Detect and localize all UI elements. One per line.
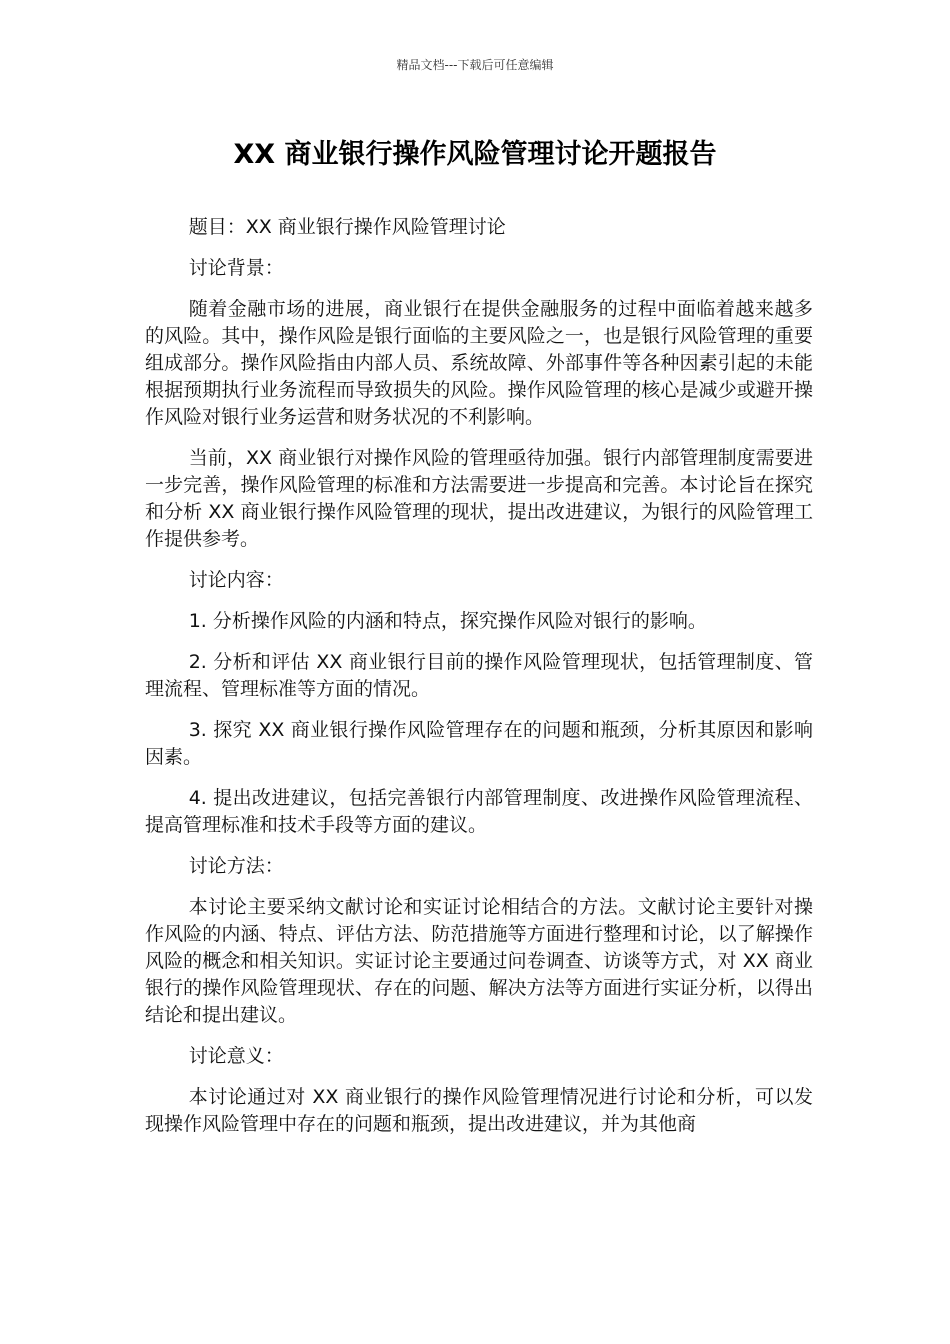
significance-paragraph: 本讨论通过对 XX 商业银行的操作风险管理情况进行讨论和分析，可以发现操作风险管理中存在的问题和瓶颈，提出改进建议，并为其他商	[145, 1086, 813, 1135]
method-label: 讨论方法：	[188, 855, 284, 877]
content-item-4: 4. 提出改进建议，包括完善银行内部管理制度、改进操作风险管理流程、提高管理标准和技术手段等方面的建议。	[145, 787, 813, 836]
method-paragraph: 本讨论主要采纳文献讨论和实证讨论相结合的方法。文献讨论主要针对操作风险的内涵、特点、评估方法、防范措施等方面进行整理和讨论，以了解操作风险的概念和相关知识。实证讨论主要通过问卷调查、访谈等方式，对 XX 商业银行的操作风险管理现状、存在的问题、解决方法等方面进行实证分析，以得出结论和提出建议。	[145, 896, 813, 1026]
document-body	[145, 214, 813, 1152]
significance-label: 讨论意义：	[188, 1045, 284, 1067]
content-item-1: 1. 分析操作风险的内涵和特点，探究操作风险对银行的影响。	[188, 610, 707, 632]
content-item-3: 3. 探究 XX 商业银行操作风险管理存在的问题和瓶颈，分析其原因和影响因素。	[145, 719, 813, 768]
background-paragraph-1: 随着金融市场的进展，商业银行在提供金融服务的过程中面临着越来越多的风险。其中，操作风险是银行面临的主要风险之一，也是银行风险管理的重要组成部分。操作风险指由内部人员、系统故障、外部事件等各种因素引起的未能根据预期执行业务流程而导致损失的风险。操作风险管理的核心是减少或避开操作风险对银行业务运营和财务状况的不利影响。	[145, 298, 813, 428]
topic-line: 题目：XX 商业银行操作风险管理讨论	[188, 216, 506, 238]
background-label: 讨论背景：	[188, 257, 284, 279]
page-header-note: 精品文档---下载后可任意编辑	[396, 58, 554, 72]
content-item-2: 2. 分析和评估 XX 商业银行目前的操作风险管理现状，包括管理制度、管理流程、管理标准等方面的情况。	[145, 651, 813, 700]
background-paragraph-2: 当前，XX 商业银行对操作风险的管理亟待加强。银行内部管理制度需要进一步完善，操作风险管理的标准和方法需要进一步提高和完善。本讨论旨在探究和分析 XX 商业银行操作风险管理的现状，提出改进建议，为银行的风险管理工作提供参考。	[145, 447, 813, 550]
document-title: XX 商业银行操作风险管理讨论开题报告	[233, 139, 717, 170]
content-label: 讨论内容：	[188, 569, 284, 591]
